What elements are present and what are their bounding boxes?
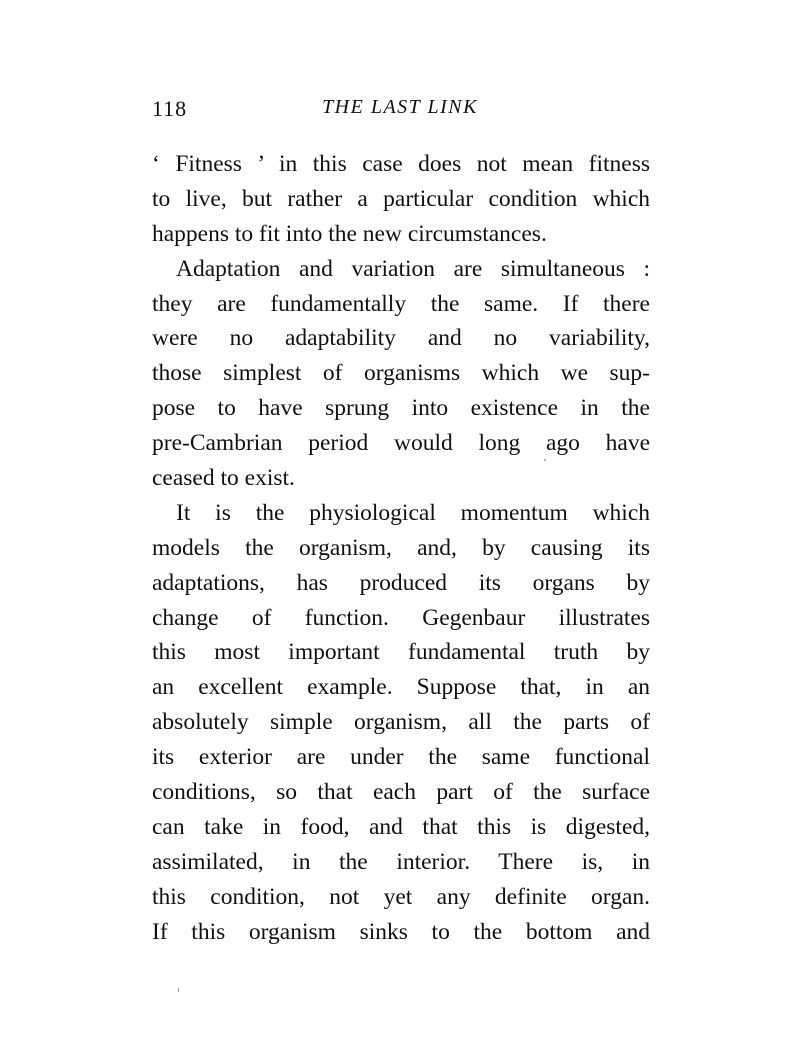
text-line: can take in food, and that this is digested,: [152, 813, 650, 840]
text-line: this most important fundamental truth by: [152, 639, 650, 666]
text-line: an excellent example. Suppose that, in an: [152, 674, 650, 701]
text-line: models the organism, and, by causing its: [152, 534, 650, 561]
text-line: ceased to exist.: [152, 465, 295, 492]
running-title: THE LAST LINK: [322, 96, 478, 118]
text-line: assimilated, in the interior. There is, in: [152, 848, 650, 875]
text-line: Adaptation and variation are simultaneous :: [176, 255, 650, 282]
print-speck: [178, 988, 179, 992]
text-line: its exterior are under the same functional: [152, 744, 650, 771]
text-line: absolutely simple organism, all the parts of: [152, 709, 650, 736]
text-line: pre-Cambrian period would long ago have: [152, 430, 650, 457]
text-line: It is the physiological momentum which: [176, 499, 650, 526]
text-line: this condition, not yet any definite organ.: [152, 883, 650, 910]
page-number: 118: [152, 96, 188, 121]
text-line: change of function. Gegenbaur illustrates: [152, 604, 650, 631]
text-line: adaptations, has produced its organs by: [152, 569, 650, 596]
text-line: to live, but rather a particular condition which: [152, 185, 650, 212]
text-line: those simplest of organisms which we sup-: [152, 360, 650, 387]
text-line: happens to fit into the new circumstances.: [152, 220, 547, 247]
text-line: conditions, so that each part of the surface: [152, 779, 650, 806]
text-line: were no adaptability and no variability,: [152, 325, 650, 352]
running-head: [152, 96, 648, 132]
text-line: pose to have sprung into existence in the: [152, 395, 650, 422]
text-line: If this organism sinks to the bottom and: [152, 918, 650, 945]
text-line: they are fundamentally the same. If there: [152, 290, 650, 317]
print-speck: [544, 459, 546, 461]
text-line: ‘ Fitness ’ in this case does not mean fitness: [152, 151, 650, 177]
body-text: [152, 147, 650, 949]
